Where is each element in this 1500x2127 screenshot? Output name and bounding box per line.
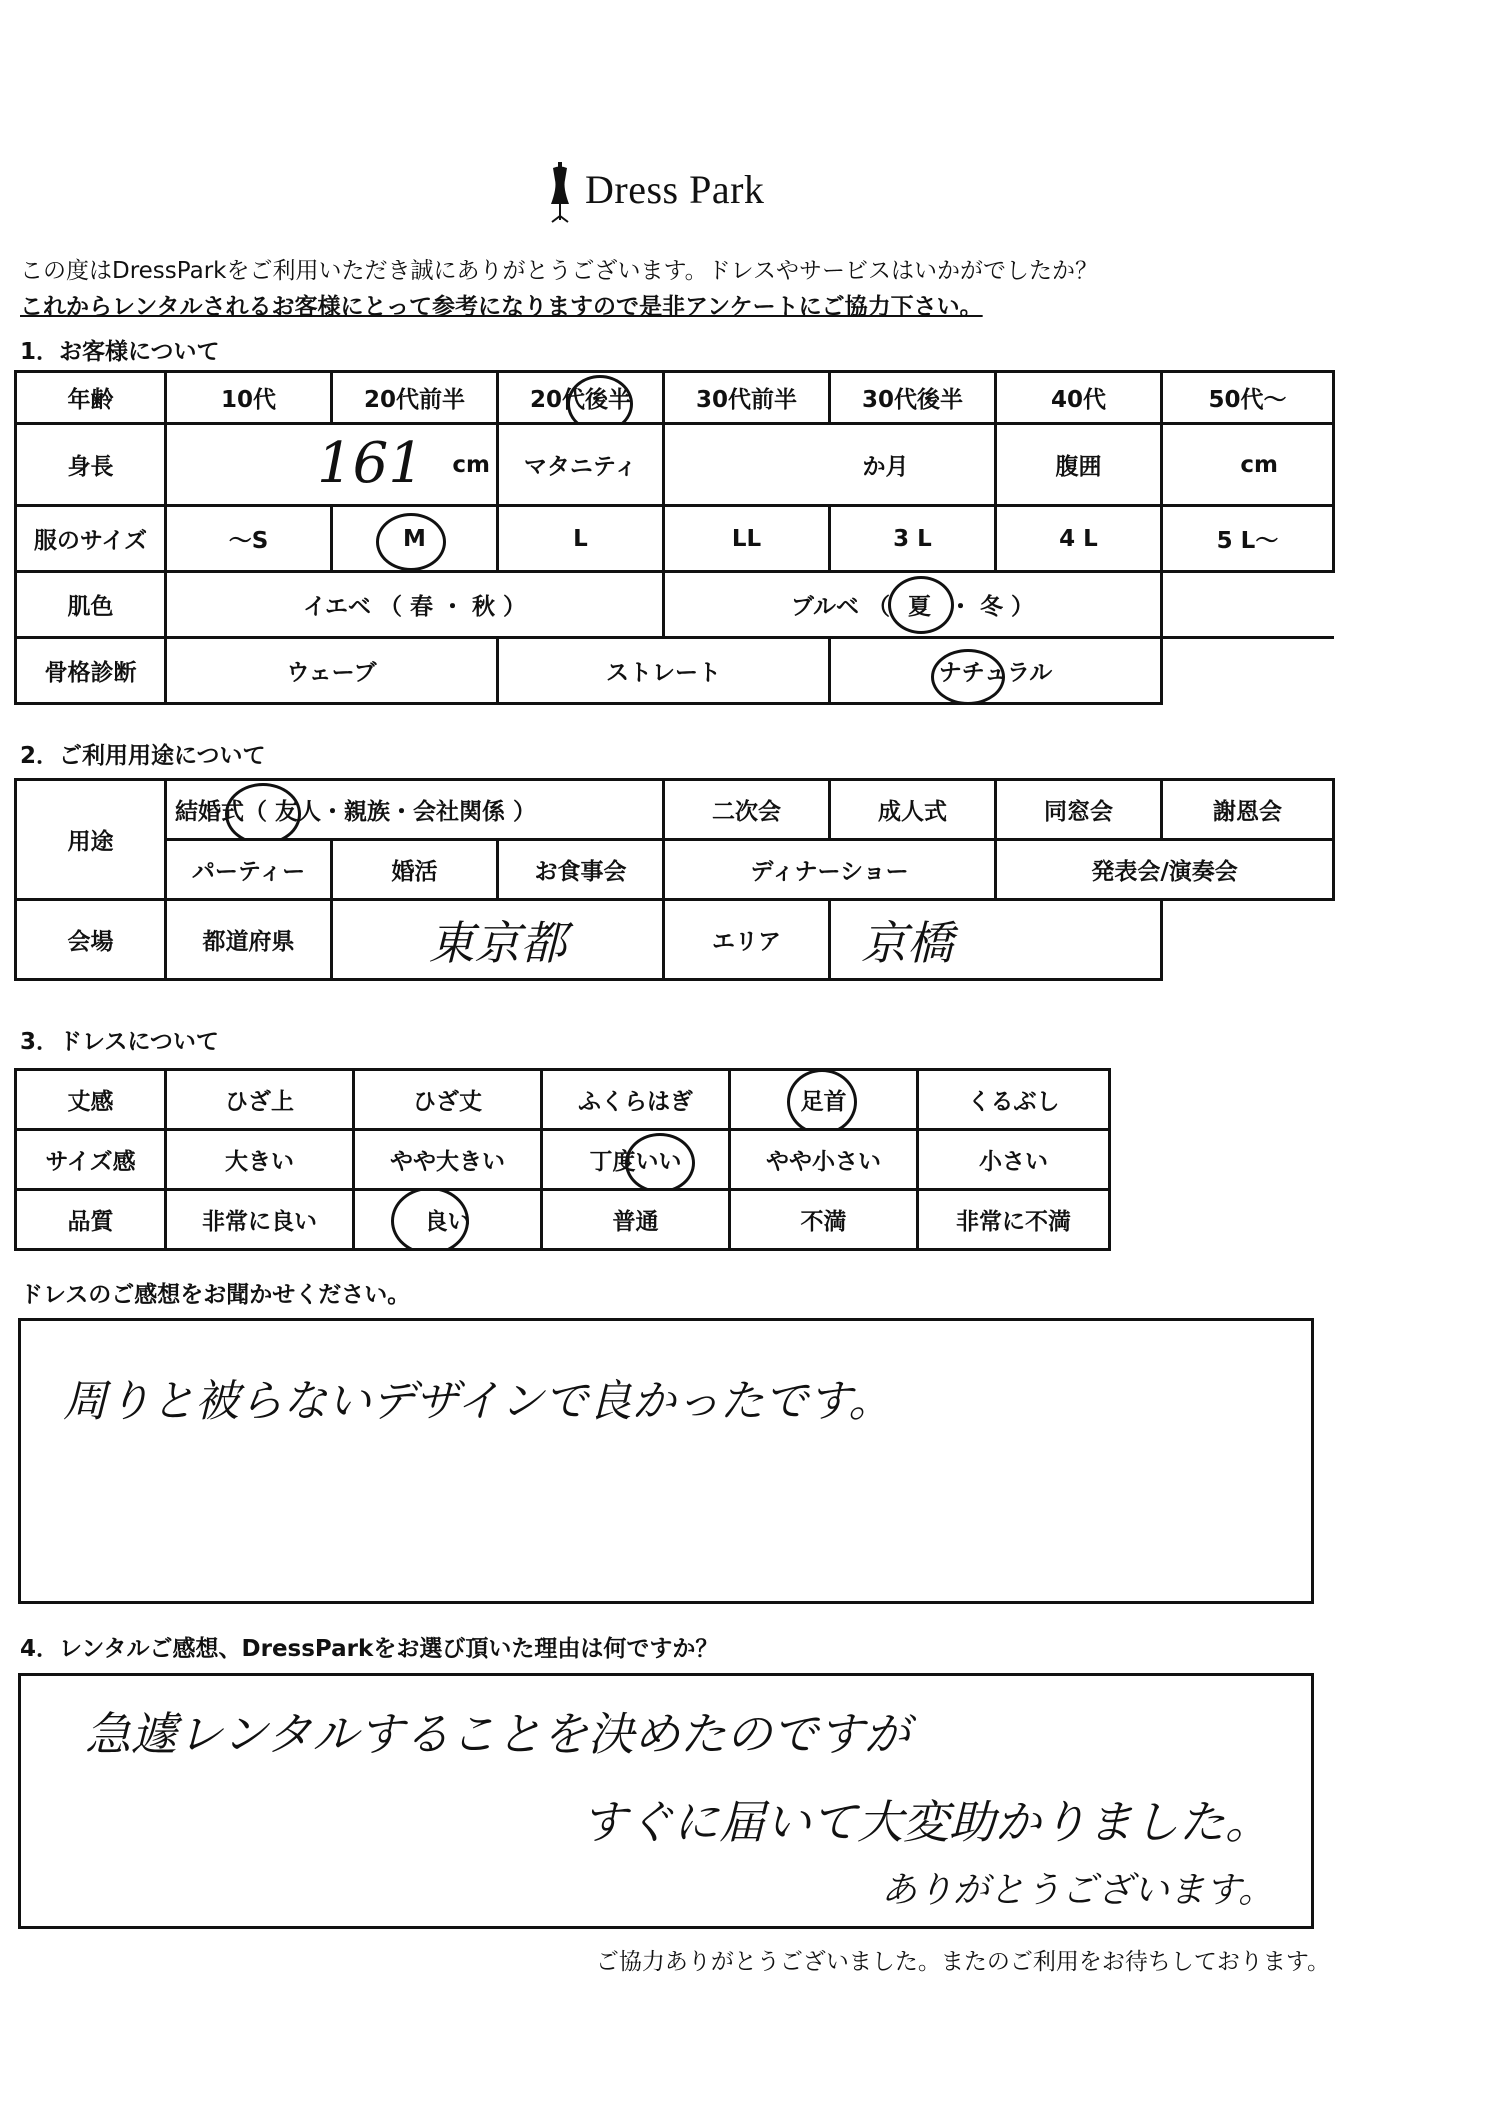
purpose-option[interactable]: 婚活 (332, 840, 498, 900)
length-row (16, 1070, 1110, 1130)
length-option[interactable]: ふくらはぎ (542, 1070, 730, 1130)
waist-field[interactable] (1162, 424, 1334, 506)
fit-option[interactable]: やや小さい (730, 1130, 918, 1190)
months-unit: か月 (862, 454, 909, 480)
age-option[interactable]: 30代後半 (830, 372, 996, 424)
brand-name: Dress Park (585, 167, 765, 212)
length-option-selected-label: 足首 (800, 1089, 847, 1115)
size-option-selected[interactable] (332, 506, 498, 572)
dress-table (14, 1068, 1111, 1251)
prefecture-value: 東京都 (428, 915, 567, 970)
frame-option[interactable]: ストレート (498, 638, 830, 704)
length-option[interactable]: ひざ上 (166, 1070, 354, 1130)
length-option[interactable]: くるぶし (918, 1070, 1110, 1130)
skin-row (16, 572, 1334, 638)
area-value: 京橋 (861, 915, 954, 970)
size-label: 服のサイズ (16, 506, 166, 572)
waist-label: 腹囲 (996, 424, 1162, 506)
waist-unit: cm (1240, 451, 1278, 478)
age-option[interactable]: 20代前半 (332, 372, 498, 424)
section-2-title: 2．ご利用用途について (20, 743, 266, 769)
section-4-title: 4．レンタルご感想、DressParkをお選び頂いた理由は何ですか？ (20, 1636, 719, 1662)
fit-option-selected[interactable] (542, 1130, 730, 1190)
age-label: 年齢 (16, 372, 166, 424)
purpose-option[interactable]: お食事会 (498, 840, 664, 900)
skin-summer-label: 夏 (908, 594, 932, 620)
purpose-row-2 (16, 840, 1334, 900)
age-option[interactable]: 40代 (996, 372, 1162, 424)
height-row (16, 424, 1334, 506)
dress-form-icon (540, 160, 580, 230)
skin-blue-option[interactable] (664, 572, 1162, 638)
fit-row (16, 1130, 1110, 1190)
size-option[interactable]: 3 L (830, 506, 996, 572)
purpose-option[interactable]: 二次会 (664, 780, 830, 840)
purpose-option[interactable]: ディナーショー (664, 840, 996, 900)
purpose-option[interactable]: 謝恩会 (1162, 780, 1334, 840)
frame-option-selected-label: ナチュラル (938, 660, 1053, 686)
age-row (16, 372, 1334, 424)
purpose-option[interactable]: 同窓会 (996, 780, 1162, 840)
quality-option-selected[interactable] (354, 1190, 542, 1250)
empty-cell (1162, 638, 1334, 704)
venue-row (16, 900, 1334, 980)
area-label: エリア (664, 900, 830, 980)
size-option-selected-label: M (403, 525, 426, 552)
reason-box[interactable] (18, 1673, 1314, 1929)
fit-label: サイズ感 (16, 1130, 166, 1190)
size-option[interactable]: LL (664, 506, 830, 572)
age-option-selected-label: 20代後半 (529, 387, 631, 413)
length-option-selected[interactable] (730, 1070, 918, 1130)
reason-line-3: ありがとうございます。 (881, 1870, 1275, 1911)
reason-line-1: 急遽レンタルすることを決めたのですが (85, 1707, 911, 1761)
skin-blue-suffix: ・ 冬 ） (949, 594, 1035, 620)
purpose-option[interactable]: パーティー (166, 840, 332, 900)
venue-label: 会場 (16, 900, 166, 980)
size-option[interactable]: 4 L (996, 506, 1162, 572)
maternity-label: マタニティ (498, 424, 664, 506)
height-unit: cm (452, 451, 490, 478)
purpose-wedding-label: 結婚式（ 友人・親族・会社関係 ） (175, 799, 537, 825)
size-option[interactable]: 5 L～ (1162, 506, 1334, 572)
length-label: 丈感 (16, 1070, 166, 1130)
fit-option[interactable]: 大きい (166, 1130, 354, 1190)
skin-label: 肌色 (16, 572, 166, 638)
quality-option[interactable]: 普通 (542, 1190, 730, 1250)
height-field[interactable] (166, 424, 498, 506)
age-option[interactable]: 10代 (166, 372, 332, 424)
section-3-title: 3．ドレスについて (20, 1029, 219, 1055)
fit-option-selected-label: 丁度いい (589, 1149, 682, 1175)
customer-table (14, 370, 1335, 705)
size-row (16, 506, 1334, 572)
impression-label: ドレスのご感想をお聞かせください。 (20, 1282, 411, 1308)
fit-option[interactable]: やや大きい (354, 1130, 542, 1190)
quality-label: 品質 (16, 1190, 166, 1250)
frame-label: 骨格診断 (16, 638, 166, 704)
skin-blue-prefix: ブルベ （ (790, 594, 891, 620)
empty-cell (1162, 900, 1334, 980)
quality-option-selected-label: 良い (424, 1209, 471, 1235)
brand-logo (540, 160, 800, 230)
height-value: 161 (317, 431, 424, 496)
height-label: 身長 (16, 424, 166, 506)
purpose-row-1 (16, 780, 1334, 840)
prefecture-field[interactable] (332, 900, 664, 980)
purpose-table (14, 778, 1335, 981)
purpose-wedding-selected[interactable] (166, 780, 664, 840)
age-option-selected[interactable] (498, 372, 664, 424)
fit-option[interactable]: 小さい (918, 1130, 1110, 1190)
maternity-field[interactable] (664, 424, 996, 506)
area-field[interactable] (830, 900, 1162, 980)
length-option[interactable]: ひざ丈 (354, 1070, 542, 1130)
quality-option[interactable]: 非常に良い (166, 1190, 354, 1250)
skin-yellow-option[interactable]: イエベ （ 春 ・ 秋 ） (166, 572, 664, 638)
frame-option[interactable]: ウェーブ (166, 638, 498, 704)
empty-cell (1162, 572, 1334, 638)
age-option[interactable]: 50代～ (1162, 372, 1334, 424)
quality-option[interactable]: 不満 (730, 1190, 918, 1250)
purpose-option[interactable]: 成人式 (830, 780, 996, 840)
section-1-title: 1．お客様について (20, 339, 220, 365)
frame-row (16, 638, 1334, 704)
purpose-option[interactable]: 発表会/演奏会 (996, 840, 1334, 900)
skin-summer-selected (908, 588, 931, 621)
purpose-label: 用途 (16, 780, 166, 900)
quality-option[interactable]: 非常に不満 (918, 1190, 1110, 1250)
size-option[interactable]: ～S (166, 506, 332, 572)
size-option[interactable]: L (498, 506, 664, 572)
intro-line-1: この度はDressParkをご利用いただき誠にありがとうございます。ドレスやサービスはいかがでしたか？ (20, 258, 1098, 284)
age-option[interactable]: 30代前半 (664, 372, 830, 424)
reason-line-2: すぐに届いて大変助かりました。 (581, 1795, 1271, 1849)
quality-row (16, 1190, 1110, 1250)
intro-line-2: これからレンタルされるお客様にとって参考になりますので是非アンケートにご協力下さい。 (20, 294, 983, 320)
impression-box[interactable] (18, 1318, 1314, 1604)
frame-option-selected[interactable] (830, 638, 1162, 704)
prefecture-label: 都道府県 (166, 900, 332, 980)
impression-text: 周りと被らないデザインで良かったです。 (63, 1376, 893, 1427)
footer-thanks: ご協力ありがとうございました。またのご利用をお待ちしております。 (595, 1949, 1330, 1975)
